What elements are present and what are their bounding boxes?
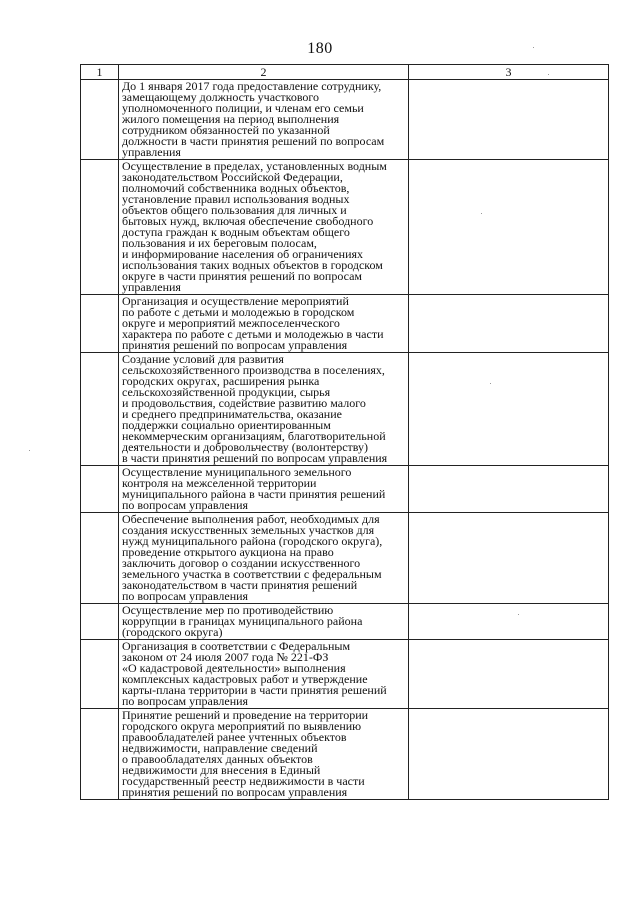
description-line: Организация в соответствии с Федеральным [122,639,351,653]
table-header-row [81,65,609,80]
description-line: муниципального района в части принятия решений [122,487,386,501]
description-line: Осуществление мер по противодействию [122,603,334,617]
description-line: объектов общего пользования для личных и [122,203,347,217]
power-description-cell [119,466,409,513]
description-line: государственный реестр недвижимости в части [122,774,365,788]
description-line: сельскохозяйственной продукции, сырья [122,385,331,399]
description-line: законодательством Российской Федерации, [122,170,343,184]
row-number-cell [81,709,119,800]
description-line: До 1 января 2017 года предоставление сотруднику, [122,79,382,93]
description-line: жилого помещения на период выполнения [122,112,340,126]
row-number-cell [81,640,119,709]
description-line: характера по работе с детьми и молодежью в части [122,327,384,341]
description-line: принятия решений по вопросам управления [122,338,348,352]
description-line: поддержки социально ориентированным [122,418,331,432]
description-line: проведение открытого аукциона на право [122,545,334,559]
scan-speck [29,450,30,451]
description-line: недвижимости для внесения в Единый [122,763,321,777]
scan-speck [548,74,549,75]
description-line: карты-плана территории в части принятия решений [122,683,387,697]
description-line: по вопросам управления [122,498,249,512]
description-line: должности в части принятия решений по вопросам [122,134,385,148]
scan-speck [481,213,482,214]
table-body [81,80,609,800]
column-3-cell [409,640,609,709]
scan-speck [518,614,519,615]
description-line: Создание условий для развития [122,352,284,366]
table-row [81,80,609,160]
table-row [81,709,609,800]
power-description-cell [119,353,409,466]
description-line: и информирование населения об ограничениях [122,247,364,261]
description-line: контроля на межселенной территории [122,476,317,490]
description-line: принятия решений по вопросам управления [122,785,348,799]
description-line: некоммерческим организациям, благотворительной [122,429,386,443]
scan-speck [490,383,491,384]
description-line: уполномоченного полиции, и членам его семьи [122,101,364,115]
page-number: 180 [307,40,333,57]
description-line: и среднего предпринимательства, оказание [122,407,342,421]
description-line: законом от 24 июля 2007 года № 221-ФЗ [122,650,329,664]
description-line: Обеспечение выполнения работ, необходимых для [122,512,380,526]
description-line: (городского округа) [122,625,223,639]
description-line: округе и мероприятий межпоселенческого [122,316,340,330]
table-row [81,160,609,295]
description-line: заключить договор о создании искусственного [122,556,361,570]
column-header-3: 3 [409,65,609,80]
description-line: пользования и их береговым полосам, [122,236,317,250]
column-header-1: 1 [81,65,119,80]
power-description-cell [119,80,409,160]
description-line: и продовольствия, содействие развитию малого [122,396,366,410]
description-line: недвижимости, направление сведений [122,741,318,755]
row-number-cell [81,80,119,160]
scan-speck [533,47,534,48]
power-description-cell [119,709,409,800]
description-line: Осуществление муниципального земельного [122,465,352,479]
table-row [81,353,609,466]
description-line: деятельности и добровольчеству (волонтерству) [122,440,369,454]
description-line: сельскохозяйственного производства в поселениях, [122,363,385,377]
description-line: «О кадастровой деятельности» выполнения [122,661,346,675]
description-line: правообладателей ранее учтенных объектов [122,730,347,744]
description-line: управления [122,145,181,159]
row-number-cell [81,160,119,295]
column-header-2: 2 [119,65,409,80]
table-row [81,513,609,604]
column-3-cell [409,604,609,640]
table-row [81,295,609,353]
power-description-cell [119,295,409,353]
description-line: городского округа мероприятий по выявлению [122,719,362,733]
description-line: доступа граждан к водным объектам общего [122,225,350,239]
column-3-cell [409,466,609,513]
description-line: комплексных кадастровых работ и утверждение [122,672,368,686]
column-3-cell [409,80,609,160]
description-line: полномочий собственника водных объектов, [122,181,350,195]
table-row [81,604,609,640]
column-3-cell [409,295,609,353]
description-line: управления [122,280,181,294]
description-line: нужд муниципального района (городского округа), [122,534,383,548]
description-line: создания искусственных земельных участков для [122,523,375,537]
description-line: по работе с детьми и молодежью в городском [122,305,355,319]
power-description-cell [119,513,409,604]
column-3-cell [409,709,609,800]
description-line: городских округах, расширения рынка [122,374,320,388]
row-number-cell [81,353,119,466]
row-number-cell [81,604,119,640]
description-line: Осуществление в пределах, установленных водным [122,159,387,173]
description-line: установление правил использования водных [122,192,350,206]
description-line: в части принятия решений по вопросам управления [122,451,388,465]
description-line: сотрудником обязанностей по указанной [122,123,330,137]
power-description-cell [119,160,409,295]
power-description-cell [119,604,409,640]
row-number-cell [81,466,119,513]
description-line: Организация и осуществление мероприятий [122,294,349,308]
description-line: коррупции в границах муниципального района [122,614,363,628]
table-row [81,640,609,709]
column-3-cell [409,513,609,604]
column-3-cell [409,353,609,466]
description-line: земельного участка в соответствии с федеральным [122,567,382,581]
description-line: округе в части принятия решений по вопросам [122,269,363,283]
description-line: Принятие решений и проведение на территории [122,708,369,722]
row-number-cell [81,295,119,353]
description-line: законодательством в части принятия решений [122,578,358,592]
powers-table [80,64,609,800]
description-line: замещающему должность участкового [122,90,320,104]
description-line: о правообладателях данных объектов [122,752,313,766]
table-row [81,466,609,513]
description-line: использования таких водных объектов в городском [122,258,383,272]
description-line: по вопросам управления [122,694,249,708]
description-line: бытовых нужд, включая обеспечение свободного [122,214,374,228]
column-3-cell [409,160,609,295]
row-number-cell [81,513,119,604]
power-description-cell [119,640,409,709]
description-line: по вопросам управления [122,589,249,603]
